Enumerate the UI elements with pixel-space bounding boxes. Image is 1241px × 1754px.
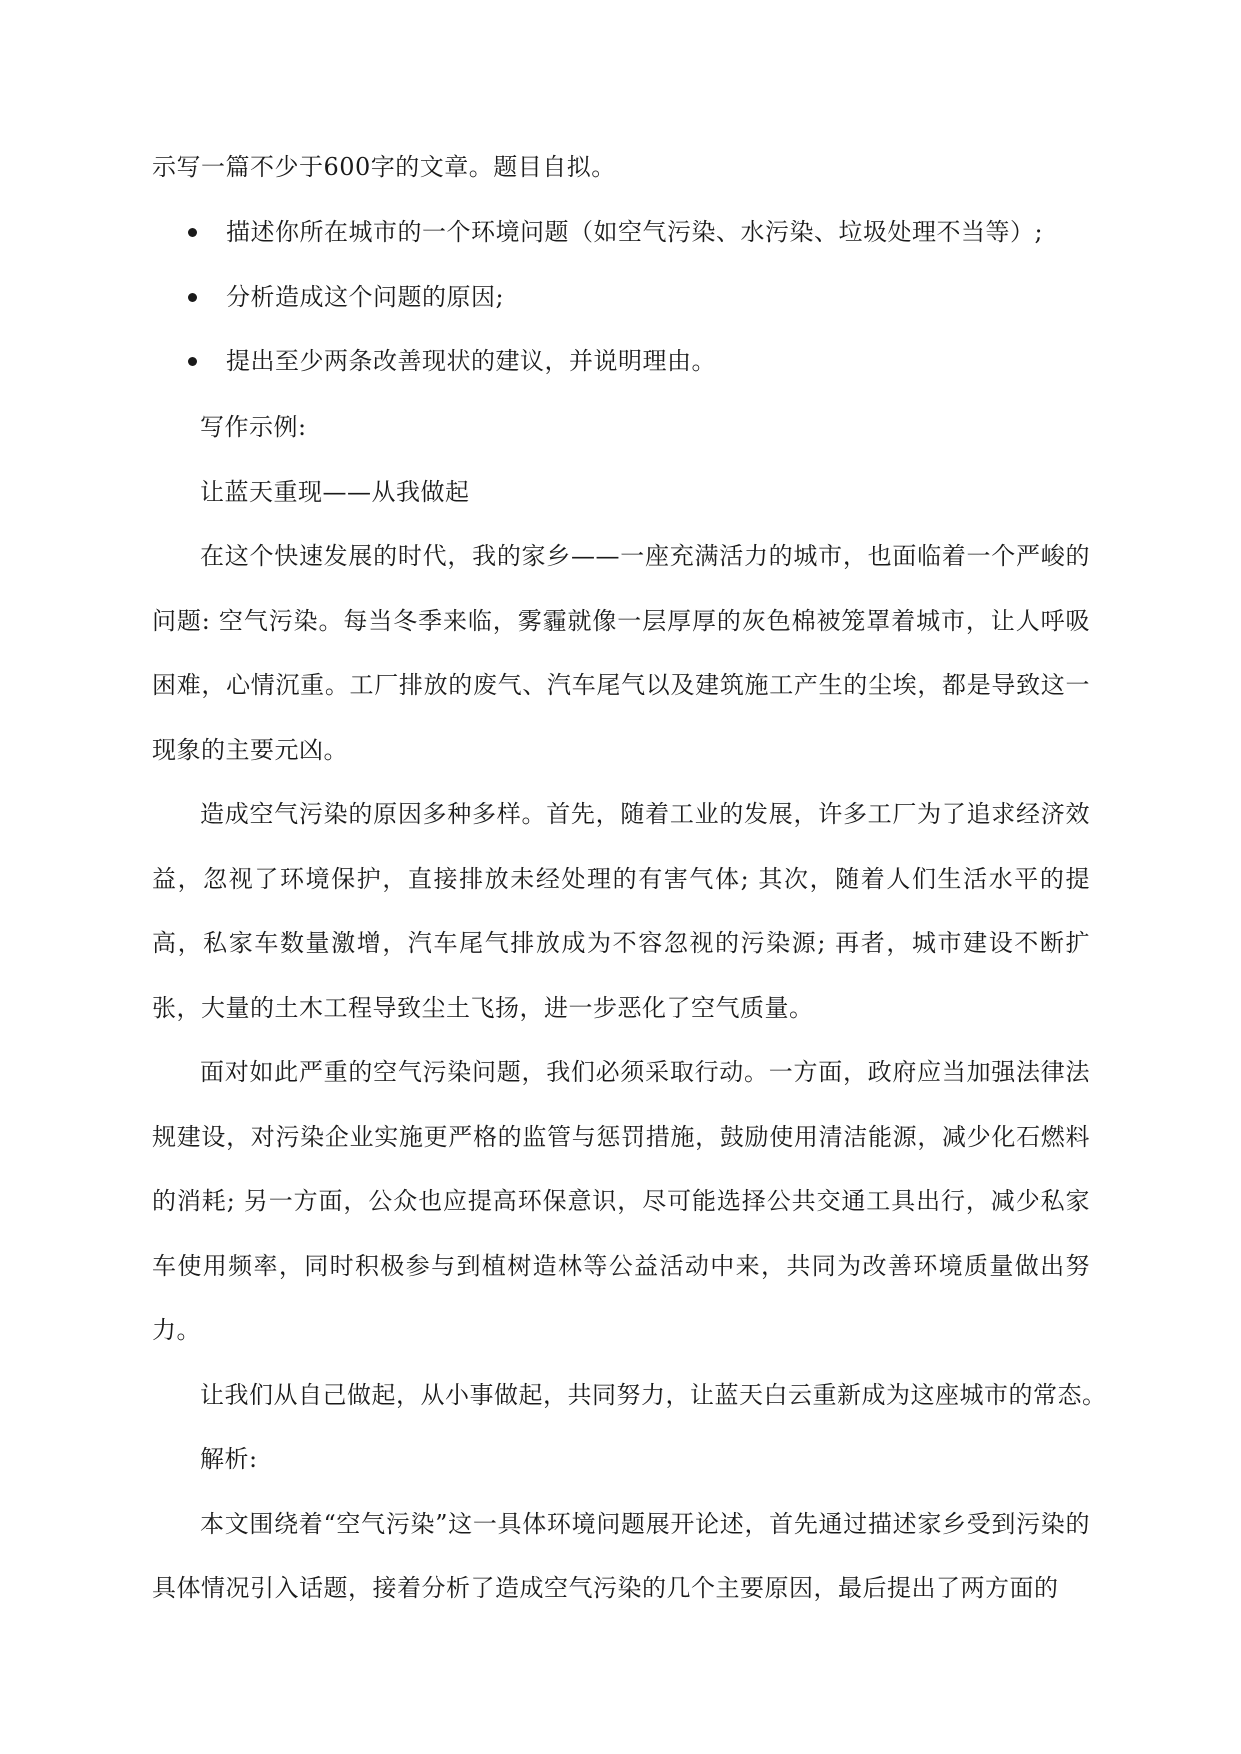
essay-paragraph: 在这个快速发展的时代，我的家乡——一座充满活力的城市，也面临着一个严峻的问题: 空气污染。每当冬季来临，雾霾就像一层厚厚的灰色棉被笼罩着城市，让人呼吸困难，心情沉重。工厂排放的废气、汽车尾气以及建筑施工产生的尘埃，都是导致这一现象的主要元凶。 — [152, 542, 1090, 764]
requirement-text: 描述你所在城市的一个环境问题（如空气污染、水污染、垃圾处理不当等）; — [226, 218, 1044, 246]
bullet-icon — [188, 228, 197, 237]
analysis-paragraph: 本文围绕着“空气污染”这一具体环境问题展开论述，首先通过描述家乡受到污染的具体情况引入话题，接着分析了造成空气污染的几个主要原因，最后提出了两方面的 — [152, 1509, 1090, 1602]
intro-line: 示写一篇不少于600字的文章。题目自拟。 — [152, 153, 616, 181]
essay-body — [152, 395, 1107, 1621]
essay-paragraph: 让我们从自己做起，从小事做起，共同努力，让蓝天白云重新成为这座城市的常态。 — [200, 1380, 1107, 1409]
list-item — [152, 329, 1090, 394]
essay-paragraph: 面对如此严重的空气污染问题，我们必须采取行动。一方面，政府应当加强法律法规建设，对污染企业实施更严格的监管与惩罚措施，鼓励使用清洁能源，减少化石燃料的消耗; 另一方面，公众也应提高环保意识，尽可能选择公共交通工具出行，减少私家车使用频率，同时积极参与到植树造林等公益活动中来，共同为改善环境质量做出努力。 — [152, 1058, 1090, 1344]
list-item — [152, 265, 1090, 330]
requirements-list — [152, 200, 1090, 394]
bullet-icon — [188, 357, 197, 366]
example-label: 写作示例: — [200, 413, 307, 441]
essay-paragraph: 造成空气污染的原因多种多样。首先，随着工业的发展，许多工厂为了追求经济效益，忽视了环境保护，直接排放未经处理的有害气体; 其次，随着人们生活水平的提高，私家车数量激增，汽车尾气排放成为不容忽视的污染源; 再者，城市建设不断扩张，大量的土木工程导致尘土飞扬，进一步恶化了空气质量。 — [152, 800, 1090, 1022]
requirement-text: 分析造成这个问题的原因; — [226, 282, 505, 311]
analysis-label: 解析: — [200, 1445, 258, 1473]
requirement-text: 提出至少两条改善现状的建议，并说明理由。 — [226, 347, 716, 375]
essay-title: 让蓝天重现——从我做起 — [200, 477, 470, 506]
list-item — [152, 200, 1090, 265]
bullet-icon — [188, 293, 197, 302]
